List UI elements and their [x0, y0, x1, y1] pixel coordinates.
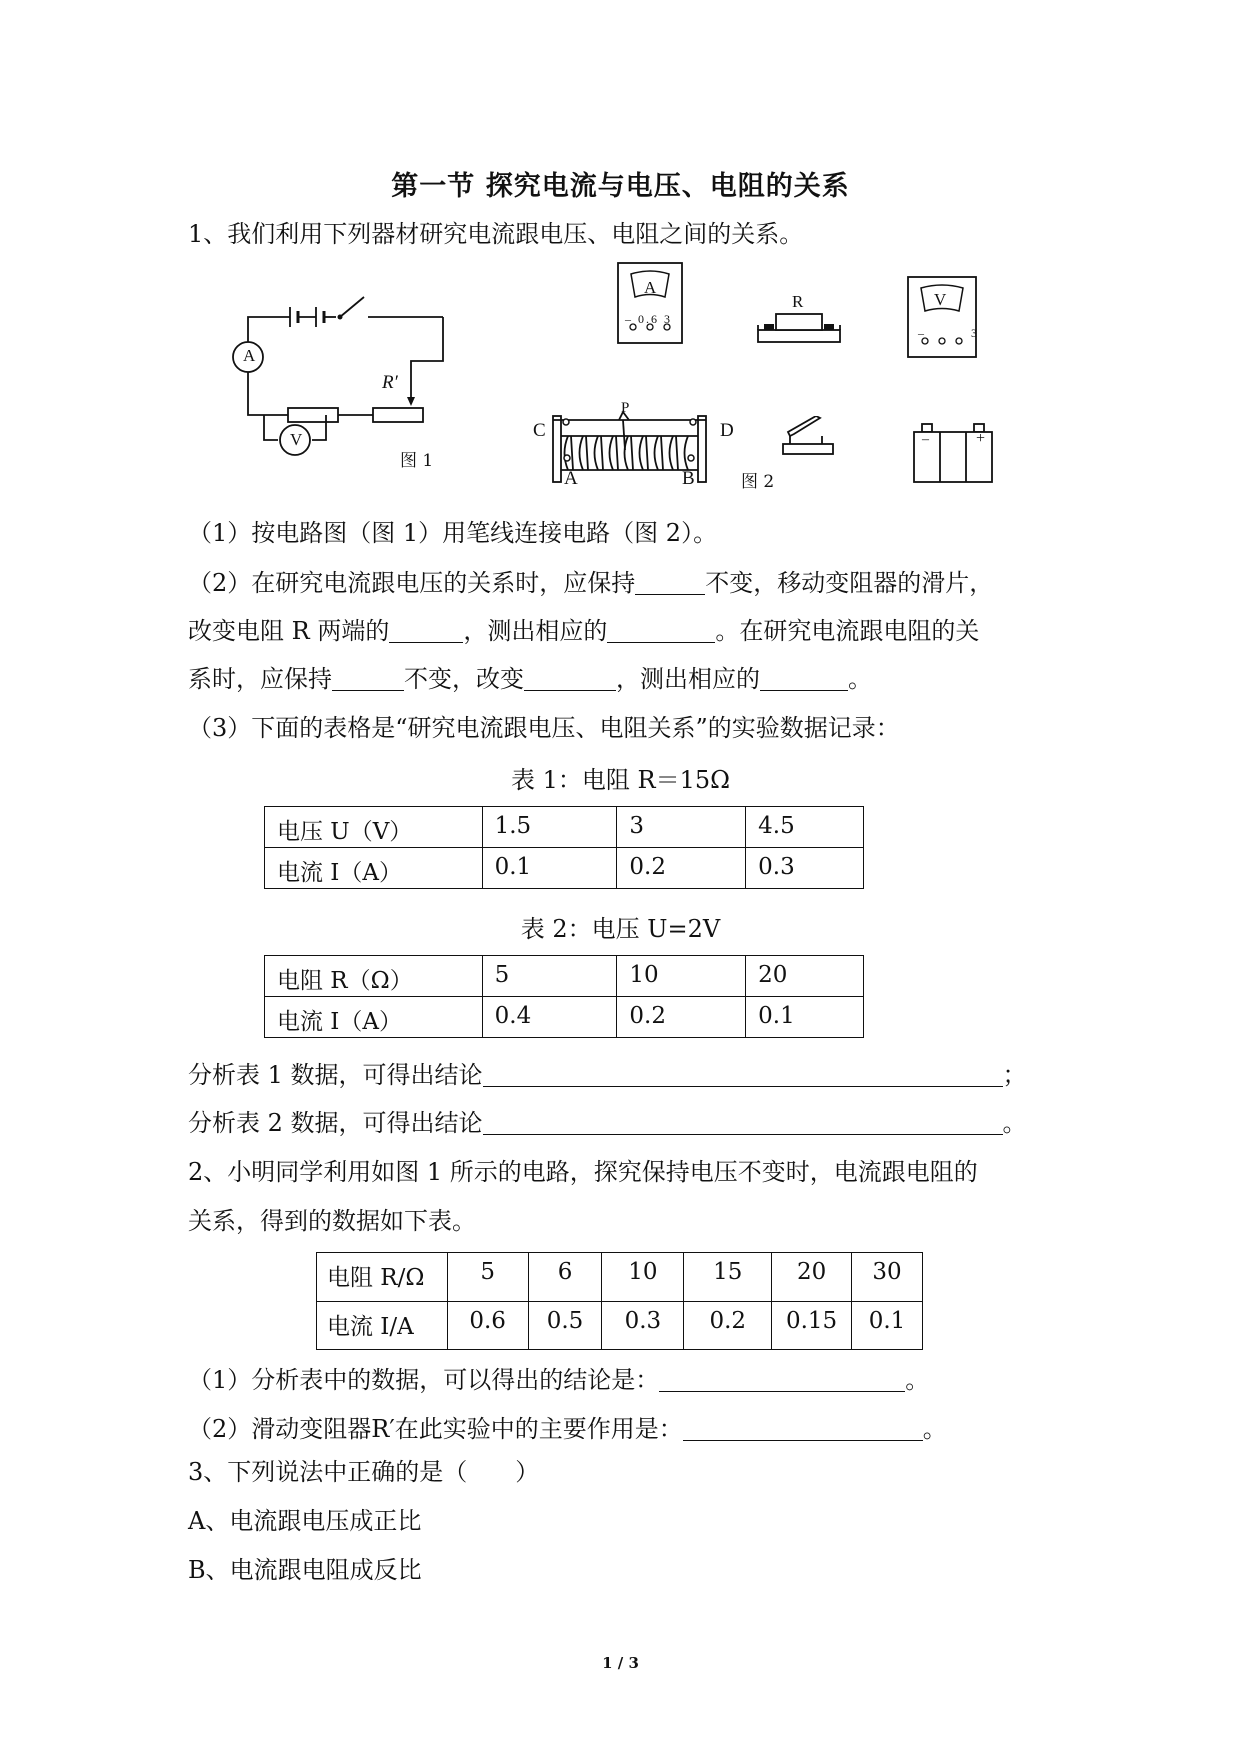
q3-option-a[interactable]: A、电流跟电压成正比: [188, 1507, 422, 1535]
analysis2-line: [188, 1108, 1027, 1138]
page-number: 1 / 3: [602, 1654, 639, 1672]
fig2-rheostat-c: C: [533, 420, 546, 441]
q2-stem-line1: 2、小明同学利用如图 1 所示的电路，探究保持电压不变时，电流跟电阻的: [188, 1158, 978, 1186]
fig2-rheostat-b: B: [682, 468, 695, 489]
answer-blank[interactable]: [389, 618, 463, 643]
answer-blank[interactable]: [659, 1367, 905, 1392]
fig2-rheostat-d: D: [720, 420, 734, 441]
table-cell: 0.4: [482, 997, 617, 1038]
table-cell: 0.2: [617, 997, 746, 1038]
answer-blank[interactable]: [483, 1110, 1003, 1135]
table-cell: 0.15: [772, 1302, 852, 1350]
voltmeter-icon: [907, 276, 977, 358]
table-row: [317, 1253, 923, 1302]
q1-part2-text: 。在研究电流跟电阻的关: [715, 617, 980, 645]
table-cell: 电阻 R（Ω）: [265, 956, 483, 997]
q1-part2-line1: [188, 568, 993, 598]
answer-blank[interactable]: [524, 666, 616, 691]
table-row: [265, 997, 864, 1038]
table-cell: 0.3: [746, 848, 864, 889]
fig2-ammeter-scale: – 0.6 3: [625, 312, 672, 326]
table-cell: 0.2: [684, 1302, 772, 1350]
table-cell: 电压 U（V）: [265, 807, 483, 848]
analysis1-end: ；: [1002, 1061, 1027, 1089]
analysis1-text: 分析表 1 数据，可得出结论: [188, 1061, 483, 1089]
q1-part2-text: 系时，应保持: [188, 665, 332, 693]
fig2-resistor-label: R: [792, 292, 804, 311]
table-cell: 10: [602, 1253, 684, 1302]
q3-option-b[interactable]: B、电流跟电阻成反比: [188, 1556, 422, 1584]
table-cell: 20: [772, 1253, 852, 1302]
analysis1-line: [188, 1060, 1027, 1090]
answer-blank[interactable]: [483, 1062, 1003, 1087]
table-cell: 0.1: [746, 997, 864, 1038]
q1-part1: （1）按电路图（图 1）用笔线连接电路（图 2）。: [188, 519, 718, 547]
fig1-rheostat-label: R′: [382, 372, 398, 393]
answer-blank[interactable]: [332, 666, 404, 691]
answer-blank[interactable]: [607, 618, 715, 643]
q2-part2-text: （2）滑动变阻器R′在此实验中的主要作用是：: [188, 1415, 683, 1443]
q1-part2-text: 。: [848, 665, 872, 693]
switch-icon: [780, 416, 836, 456]
q2-part2-line: [188, 1414, 947, 1444]
table-cell: 30: [852, 1253, 923, 1302]
answer-blank[interactable]: [683, 1416, 923, 1441]
fig1-caption: 图 1: [400, 451, 434, 471]
table-cell: 电流 I（A）: [265, 997, 483, 1038]
table2-caption: 表 2：电压 U=2V: [520, 915, 721, 943]
battery-positive-label: +: [976, 430, 986, 447]
table-cell: 10: [617, 956, 746, 997]
table-cell: 3: [617, 807, 746, 848]
table-row: [265, 807, 864, 848]
q2-part2-end: 。: [922, 1415, 947, 1443]
fig1-ammeter-label: A: [243, 346, 256, 365]
q1-part2-text: ，测出相应的: [463, 617, 608, 645]
table-cell: 0.1: [482, 848, 617, 889]
analysis2-text: 分析表 2 数据，可得出结论: [188, 1109, 483, 1137]
q2-part1-line: [188, 1365, 929, 1395]
table-cell: 电阻 R/Ω: [317, 1253, 448, 1302]
table1-caption: 表 1：电阻 R＝15Ω: [510, 766, 731, 794]
table-cell: 0.2: [617, 848, 746, 889]
table-cell: 5: [447, 1253, 528, 1302]
table-cell: 5: [482, 956, 617, 997]
analysis2-end: 。: [1002, 1109, 1027, 1137]
q2-stem-line2: 关系，得到的数据如下表。: [188, 1207, 476, 1235]
q1-part2-line3: [188, 664, 872, 694]
table-cell: 20: [746, 956, 864, 997]
q1-part2-text: 不变，移动变阻器的滑片，: [705, 569, 994, 597]
table-cell: 15: [684, 1253, 772, 1302]
fig2-voltmeter-label: V: [934, 290, 947, 309]
table-row: [317, 1302, 923, 1350]
ammeter-icon: [617, 262, 683, 344]
fig2-caption: 图 2: [741, 472, 775, 492]
table-cell: 电流 I（A）: [265, 848, 483, 889]
q1-stem: 1、我们利用下列器材研究电流跟电压、电阻之间的关系。: [188, 220, 804, 248]
table-cell: 0.6: [447, 1302, 528, 1350]
table-cell: 电流 I/A: [317, 1302, 448, 1350]
fig1-voltmeter-label: V: [290, 430, 303, 449]
table-cell: 6: [528, 1253, 602, 1302]
table-cell: 0.3: [602, 1302, 684, 1350]
table-cell: 0.5: [528, 1302, 602, 1350]
table1: [264, 806, 864, 889]
fig2-ammeter-label: A: [644, 278, 657, 297]
battery-negative-label: –: [922, 432, 929, 447]
fig2-rheostat-a: A: [564, 468, 578, 489]
q2-table: [316, 1252, 923, 1350]
table-row: [265, 956, 864, 997]
fig2-rheostat-p: P: [621, 400, 630, 416]
q1-part2-text: 改变电阻 R 两端的: [188, 617, 390, 645]
answer-blank[interactable]: [760, 666, 848, 691]
answer-blank[interactable]: [635, 570, 705, 595]
table2: [264, 955, 864, 1038]
q1-part2-text: 不变，改变: [404, 665, 524, 693]
page-title: 第一节 探究电流与电压、电阻的关系: [391, 171, 850, 202]
table-cell: 4.5: [746, 807, 864, 848]
q1-part2-line2: [188, 616, 979, 646]
q2-part1-end: 。: [905, 1366, 930, 1394]
q1-part3: （3）下面的表格是“研究电流跟电压、电阻关系”的实验数据记录：: [188, 714, 900, 742]
q1-part2-text: ，测出相应的: [616, 665, 760, 693]
table-cell: 0.1: [852, 1302, 923, 1350]
table-row: [265, 848, 864, 889]
q1-part2-text: （2）在研究电流跟电压的关系时，应保持: [188, 569, 636, 597]
fig2-voltmeter-scale: – 3: [918, 326, 999, 340]
table-cell: 1.5: [482, 807, 617, 848]
circuit-diagram-fig1: [218, 290, 478, 470]
q3-stem: 3、下列说法中正确的是（ ）: [188, 1458, 540, 1486]
q2-part1-text: （1）分析表中的数据，可以得出的结论是：: [188, 1366, 660, 1394]
